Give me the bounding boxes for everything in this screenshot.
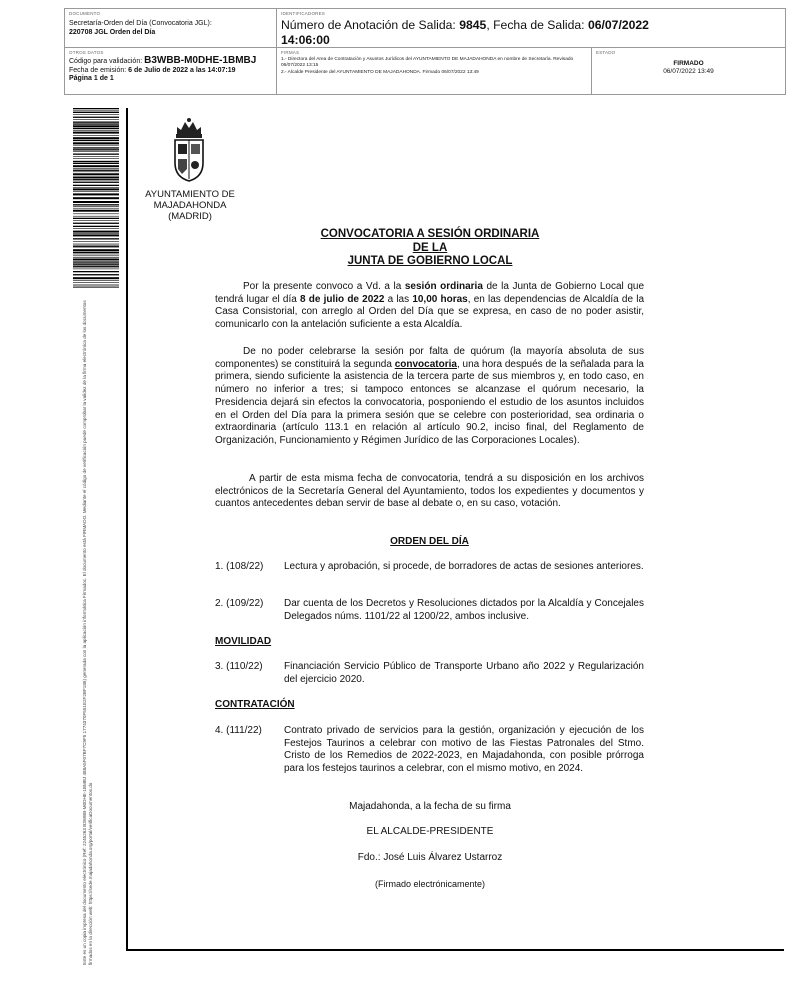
- codigo-validacion[interactable]: B3WBB-M0DHE-1BMBJ: [144, 55, 257, 66]
- para1-text-1: Por la presente convoco a Vd. a la: [243, 281, 405, 292]
- anotacion-salida: [281, 18, 781, 48]
- agenda-item-text: Financiación Servicio Público de Transporte Urbano año 2022 y Regularización del ejercicio 2020.: [284, 661, 644, 685]
- barcode: [73, 108, 119, 288]
- page-indicator: Página 1 de 1: [69, 75, 114, 82]
- institution-line-2: MAJADAHONDA: [153, 200, 227, 211]
- identificadores-cell: [276, 9, 785, 47]
- agenda-item-number: 3. (110/22): [215, 661, 263, 672]
- para2-convocatoria: convocatoria: [394, 358, 457, 370]
- agenda-item: [215, 598, 644, 623]
- anotacion-label: Número de Anotación de Salida:: [281, 18, 460, 32]
- agenda-item: [215, 661, 644, 686]
- estado-badge: FIRMADO: [673, 60, 704, 67]
- firma-1: 1.- Directora del Area de Contratación y Asuntos Jurídicos del AYUNTAMIENTO DE MAJADAHONDA en nombre de Secretaría. Revisado 06/07/2022 13:15: [281, 57, 574, 69]
- agenda-item-number: 1. (108/22): [215, 561, 264, 572]
- firmas-tag: FIRMAS: [281, 50, 300, 55]
- paragraph-convocatoria: [215, 281, 644, 332]
- para1-fecha: 8 de julio de 2022: [300, 293, 385, 305]
- para1-text-3: a las: [384, 293, 413, 305]
- agenda-item-text: Lectura y aprobación, si procede, de borradores de actas de sesiones anteriores.: [284, 561, 644, 572]
- agenda-item-number: 2. (109/22): [215, 598, 264, 609]
- agenda-item-text: Dar cuenta de los Decretos y Resoluciones dictados por la Alcaldía y Concejales Delegados núms. 1101/22 al 1200/22, ambos inclusive.: [284, 598, 644, 622]
- otros-datos-cell: [65, 48, 276, 94]
- paragraph-archivos: [215, 473, 644, 511]
- documento-type: Secretaría-Orden del Día (Convocatoria JGL):: [69, 20, 212, 27]
- agenda-item: [215, 561, 644, 574]
- closing-signer: Fdo.: José Luis Álvarez Ustarroz: [357, 852, 503, 863]
- title-line-3: JUNTA DE GOBIERNO LOCAL: [347, 255, 513, 267]
- agenda-item: [215, 725, 644, 776]
- closing-note: (Firmado electrónicamente): [374, 879, 486, 889]
- para1-text-4: , en las dependencias de Alcaldía de la Casa Consistorial, con arreglo al Orden del Día que se expresa, en caso de no poder asistir, comunicarlo con la antelación suficiente a esta Alcaldía.: [215, 293, 645, 331]
- documento-title: 220708 JGL Orden del Día: [69, 29, 156, 36]
- estado-cell: [591, 48, 785, 94]
- firmas-cell: [276, 48, 591, 94]
- emision-label: Fecha de emisión:: [69, 66, 129, 74]
- closing-role: EL ALCALDE-PRESIDENTE: [366, 826, 494, 837]
- documento-tag: DOCUMENTO: [69, 11, 101, 16]
- hora-salida: 14:06:00: [281, 33, 330, 47]
- orden-del-dia-heading: ORDEN DEL DÍA: [390, 536, 469, 547]
- para2-text-2: , una hora después de la señalada para la primera, siendo suficiente la asistencia de la tercera parte de sus miembros y, en todo caso, en número no inferior a tres; si tampoco entonces se alcanzase el quórum necesario, la Presidencia dejará sin efectos la convocatoria, posponiendo el estudio de los asuntos incluidos en el Orden del Día para la primera sesión que se celebre con posterioridad, sea ordinaria o extraordinaria (artículo 113.1 en relación al artículo 90.2, inciso final, del Reglamento de Organización, Funcionamiento y Régimen Jurídico de las Corporaciones Locales).: [215, 358, 644, 446]
- title-line-1: CONVOCATORIA A SESIÓN ORDINARIA: [320, 228, 540, 240]
- institution-name: [130, 189, 250, 222]
- para3-text: A partir de esta misma fecha de convocatoria, tendrá a su disposición en los archivos electrónicos de la Secretaría General del Ayuntamiento, todos los expedientes y documentos y cuantos antecedentes deban servir de base al debate o, en su caso, votación.: [215, 473, 644, 510]
- section-contratacion: CONTRATACIÓN: [215, 699, 295, 710]
- coat-of-arms-icon: [169, 117, 209, 183]
- document-header: [64, 8, 786, 95]
- fecha-salida: 06/07/2022: [587, 18, 649, 32]
- document-title: [250, 228, 610, 269]
- fecha-salida-label: , Fecha de Salida:: [486, 18, 588, 32]
- para2-text-1: De no poder celebrarse la sesión por falta de quórum (la mayoría absoluta de sus componentes) se constituirá la segunda: [215, 346, 644, 370]
- documento-cell: [65, 9, 276, 47]
- institution-line-3: (MADRID): [168, 211, 212, 222]
- para1-text-2: de la Junta de Gobierno Local que tendrá lugar el día: [215, 281, 645, 305]
- estado-tag: ESTADO: [596, 50, 616, 55]
- estado-fecha: 06/07/2022 13:49: [663, 68, 714, 75]
- firma-2: 2.- Alcalde Presidente del AYUNTAMIENTO DE MAJADAHONDA. Firmado 06/07/2022 13:49: [281, 69, 479, 75]
- anotacion-number: 9845: [459, 18, 487, 32]
- title-line-2: DE LA: [412, 241, 448, 254]
- verification-side-note: [82, 295, 93, 965]
- identificadores-tag: IDENTIFICADORES: [281, 11, 326, 16]
- paragraph-quorum: [215, 346, 644, 448]
- closing-place: Majadahonda, a la fecha de su firma: [349, 801, 511, 812]
- institution-line-1: AYUNTAMIENTO DE: [145, 189, 235, 200]
- fecha-emision: 6 de Julio de 2022 a las 14:07:19: [128, 66, 236, 74]
- agenda-item-number: 4. (111/22): [215, 725, 262, 736]
- para1-hora: 10,00 horas: [412, 293, 468, 305]
- verification-text: Este es un copia impresa del documento electrónico (Ref: 2245263 B3WBB-M0DHE-1BMBJ 488A5F07BF7C9F5 1774370F551E2F2BF186) generada con la aplicación informática Firmadoc. El documento está FIRMADO. Mediante el código de verificación puede comprobar la validez de la firma electrónica de los documentos firmados en la dirección web: https://sede.majadahonda.org/portal/verificaDocumentos.do: [82, 300, 93, 965]
- otros-datos-tag: OTROS DATOS: [69, 50, 104, 55]
- para1-sesion: sesión ordinaria: [404, 281, 483, 292]
- codigo-label: Código para validación:: [69, 58, 145, 65]
- section-movilidad: MOVILIDAD: [215, 636, 272, 647]
- agenda-item-text: Contrato privado de servicios para la gestión, organización y ejecución de los Festejos Taurinos a celebrar con motivo de las Fiestas Patronales del Stmo. Cristo de los Remedios de 2022-2023, en Majadahonda, con posible prórroga para los festejos taurinos a celebrar, con el mismo motivo, en 2024.: [284, 725, 644, 775]
